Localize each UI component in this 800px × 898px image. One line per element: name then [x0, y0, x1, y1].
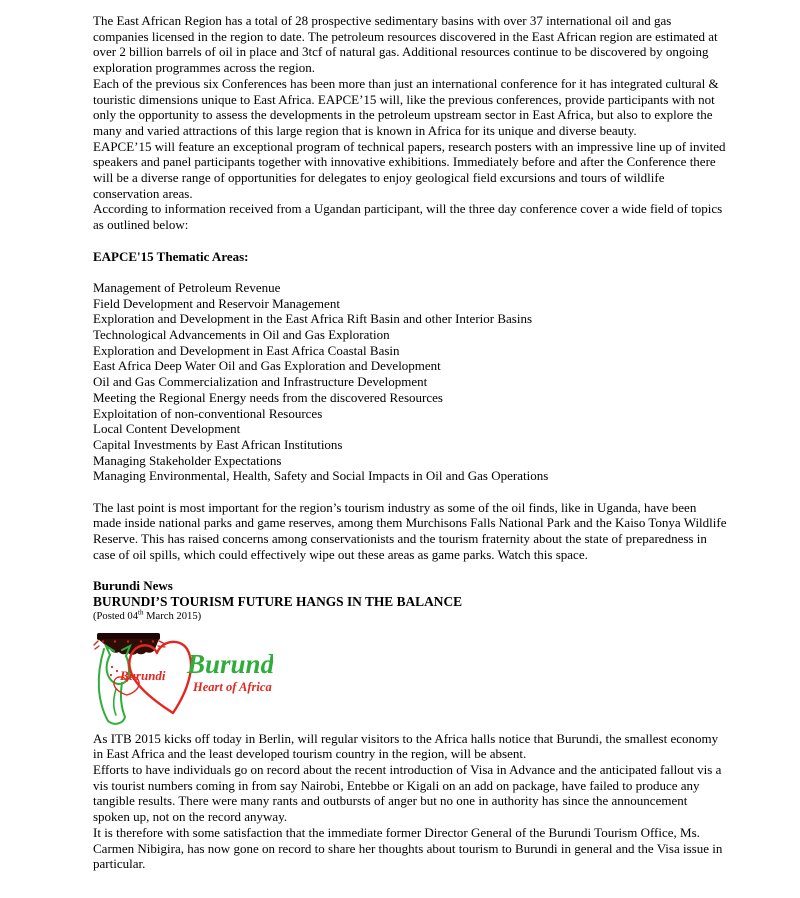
list-item: Field Development and Reservoir Management — [93, 295, 340, 311]
list-item: Management of Petroleum Revenue — [93, 279, 281, 295]
list-item: Managing Stakeholder Expectations — [93, 452, 282, 468]
list-item: East Africa Deep Water Oil and Gas Exploration and Development — [93, 358, 441, 374]
paragraph: It is therefore with some satisfaction that the immediate former Director General of the Burundi Tourism Office, Ms. Carmen Nibigira, has now gone on record to share her thoughts about tourism to Burundi in general and the Visa issue in particular. — [93, 824, 723, 872]
burundi-news-heading: Burundi News — [93, 578, 173, 594]
posted-ordinal: th — [138, 608, 144, 617]
list-item: Technological Advancements in Oil and Gas Exploration — [93, 327, 390, 343]
blank-line — [93, 563, 727, 579]
logo-tagline: Heart of Africa — [193, 679, 272, 694]
logo-brand-name: Burundi — [187, 648, 273, 679]
blank-line — [93, 264, 727, 280]
posted-date — [93, 610, 727, 623]
document-page — [93, 13, 727, 872]
logo-small-name: Burundi — [120, 667, 166, 683]
posted-suffix: March 2015) — [143, 610, 202, 622]
list-item: Capital Investments by East African Institutions — [93, 436, 343, 452]
list-item: Exploration and Development in the East Africa Rift Basin and other Interior Basins — [93, 311, 533, 327]
paragraph: According to information received from a Ugandan participant, will the three day conference cover a wide field of topics as outlined below: — [93, 201, 723, 233]
list-item: Exploitation of non-conventional Resources — [93, 405, 323, 421]
paragraph: As ITB 2015 kicks off today in Berlin, will regular visitors to the Africa halls notice that Burundi, the smallest economy in East Africa and the least developed tourism country in the region, will be absent. — [93, 730, 719, 762]
list-item: Oil and Gas Commercialization and Infrastructure Development — [93, 374, 428, 390]
thematic-list — [93, 280, 727, 484]
blank-line — [93, 484, 727, 500]
list-item: Meeting the Regional Energy needs from the discovered Resources — [93, 389, 443, 405]
posted-prefix: (Posted 04 — [93, 610, 139, 622]
thematic-heading: EAPCE'15 Thematic Areas: — [93, 248, 249, 264]
blank-line — [93, 233, 727, 249]
paragraph: The last point is most important for the region’s tourism industry as some of the oil finds, like in Uganda, have been made inside national parks and game reserves, among them Murchisons Falls National Park and the Kaiso Tonya Wildlife Reserve. This has raised concerns among conservationists and the tourism fraternity about the state of preparedness in case of oil spills, which could effectively wipe out these areas as game parks. Watch this space. — [93, 499, 727, 562]
list-item: Exploration and Development in East Africa Coastal Basin — [93, 342, 400, 358]
list-item: Local Content Development — [93, 421, 241, 437]
dancer-dots — [110, 666, 118, 676]
paragraph: Efforts to have individuals go on record about the recent introduction of Visa in Advance and the anticipated fallout vis a vis tourist numbers coming in from say Nairobi, Entebbe or Kigali on an add on package, have failed to produce any tangible results. There were many rants and outbursts of anger but no one in authority has since the announcement spoken up, not on the record anyway. — [93, 762, 722, 825]
drum-icon — [94, 633, 165, 655]
list-item: Managing Environmental, Health, Safety and Social Impacts in Oil and Gas Operations — [93, 468, 549, 484]
paragraph: The East African Region has a total of 28 prospective sedimentary basins with over 37 international oil and gas companies licensed in the region to date. The petroleum resources discovered in the East African region are estimated at over 2 billion barrels of oil in place and 3tcf of natural gas. Additional resources continue to be discovered by ongoing exploration programmes across the region. — [93, 13, 718, 76]
burundi-headline: BURUNDI’S TOURISM FUTURE HANGS IN THE BALANCE — [93, 593, 463, 609]
burundi-tourism-logo — [93, 633, 273, 727]
paragraph: Each of the previous six Conferences has been more than just an international conference for it has integrated cultural & touristic dimensions unique to East Africa. EAPCE’15 will, like the previous conferences, provide participants with not only the opportunity to assess the developments in the petroleum upstream sector in East Africa, but also to explore the many and varied attractions of this large region that is known in Africa for its unique and diverse beauty. — [93, 75, 719, 138]
paragraph: EAPCE’15 will feature an exceptional program of technical papers, research posters with an impressive line up of invited speakers and panel participants together with innovative exhibitions. Immediately before and after the Conference there will be a diverse range of opportunities for delegates to enjoy geological field excursions and tours of wildlife conservation areas. — [93, 138, 726, 201]
